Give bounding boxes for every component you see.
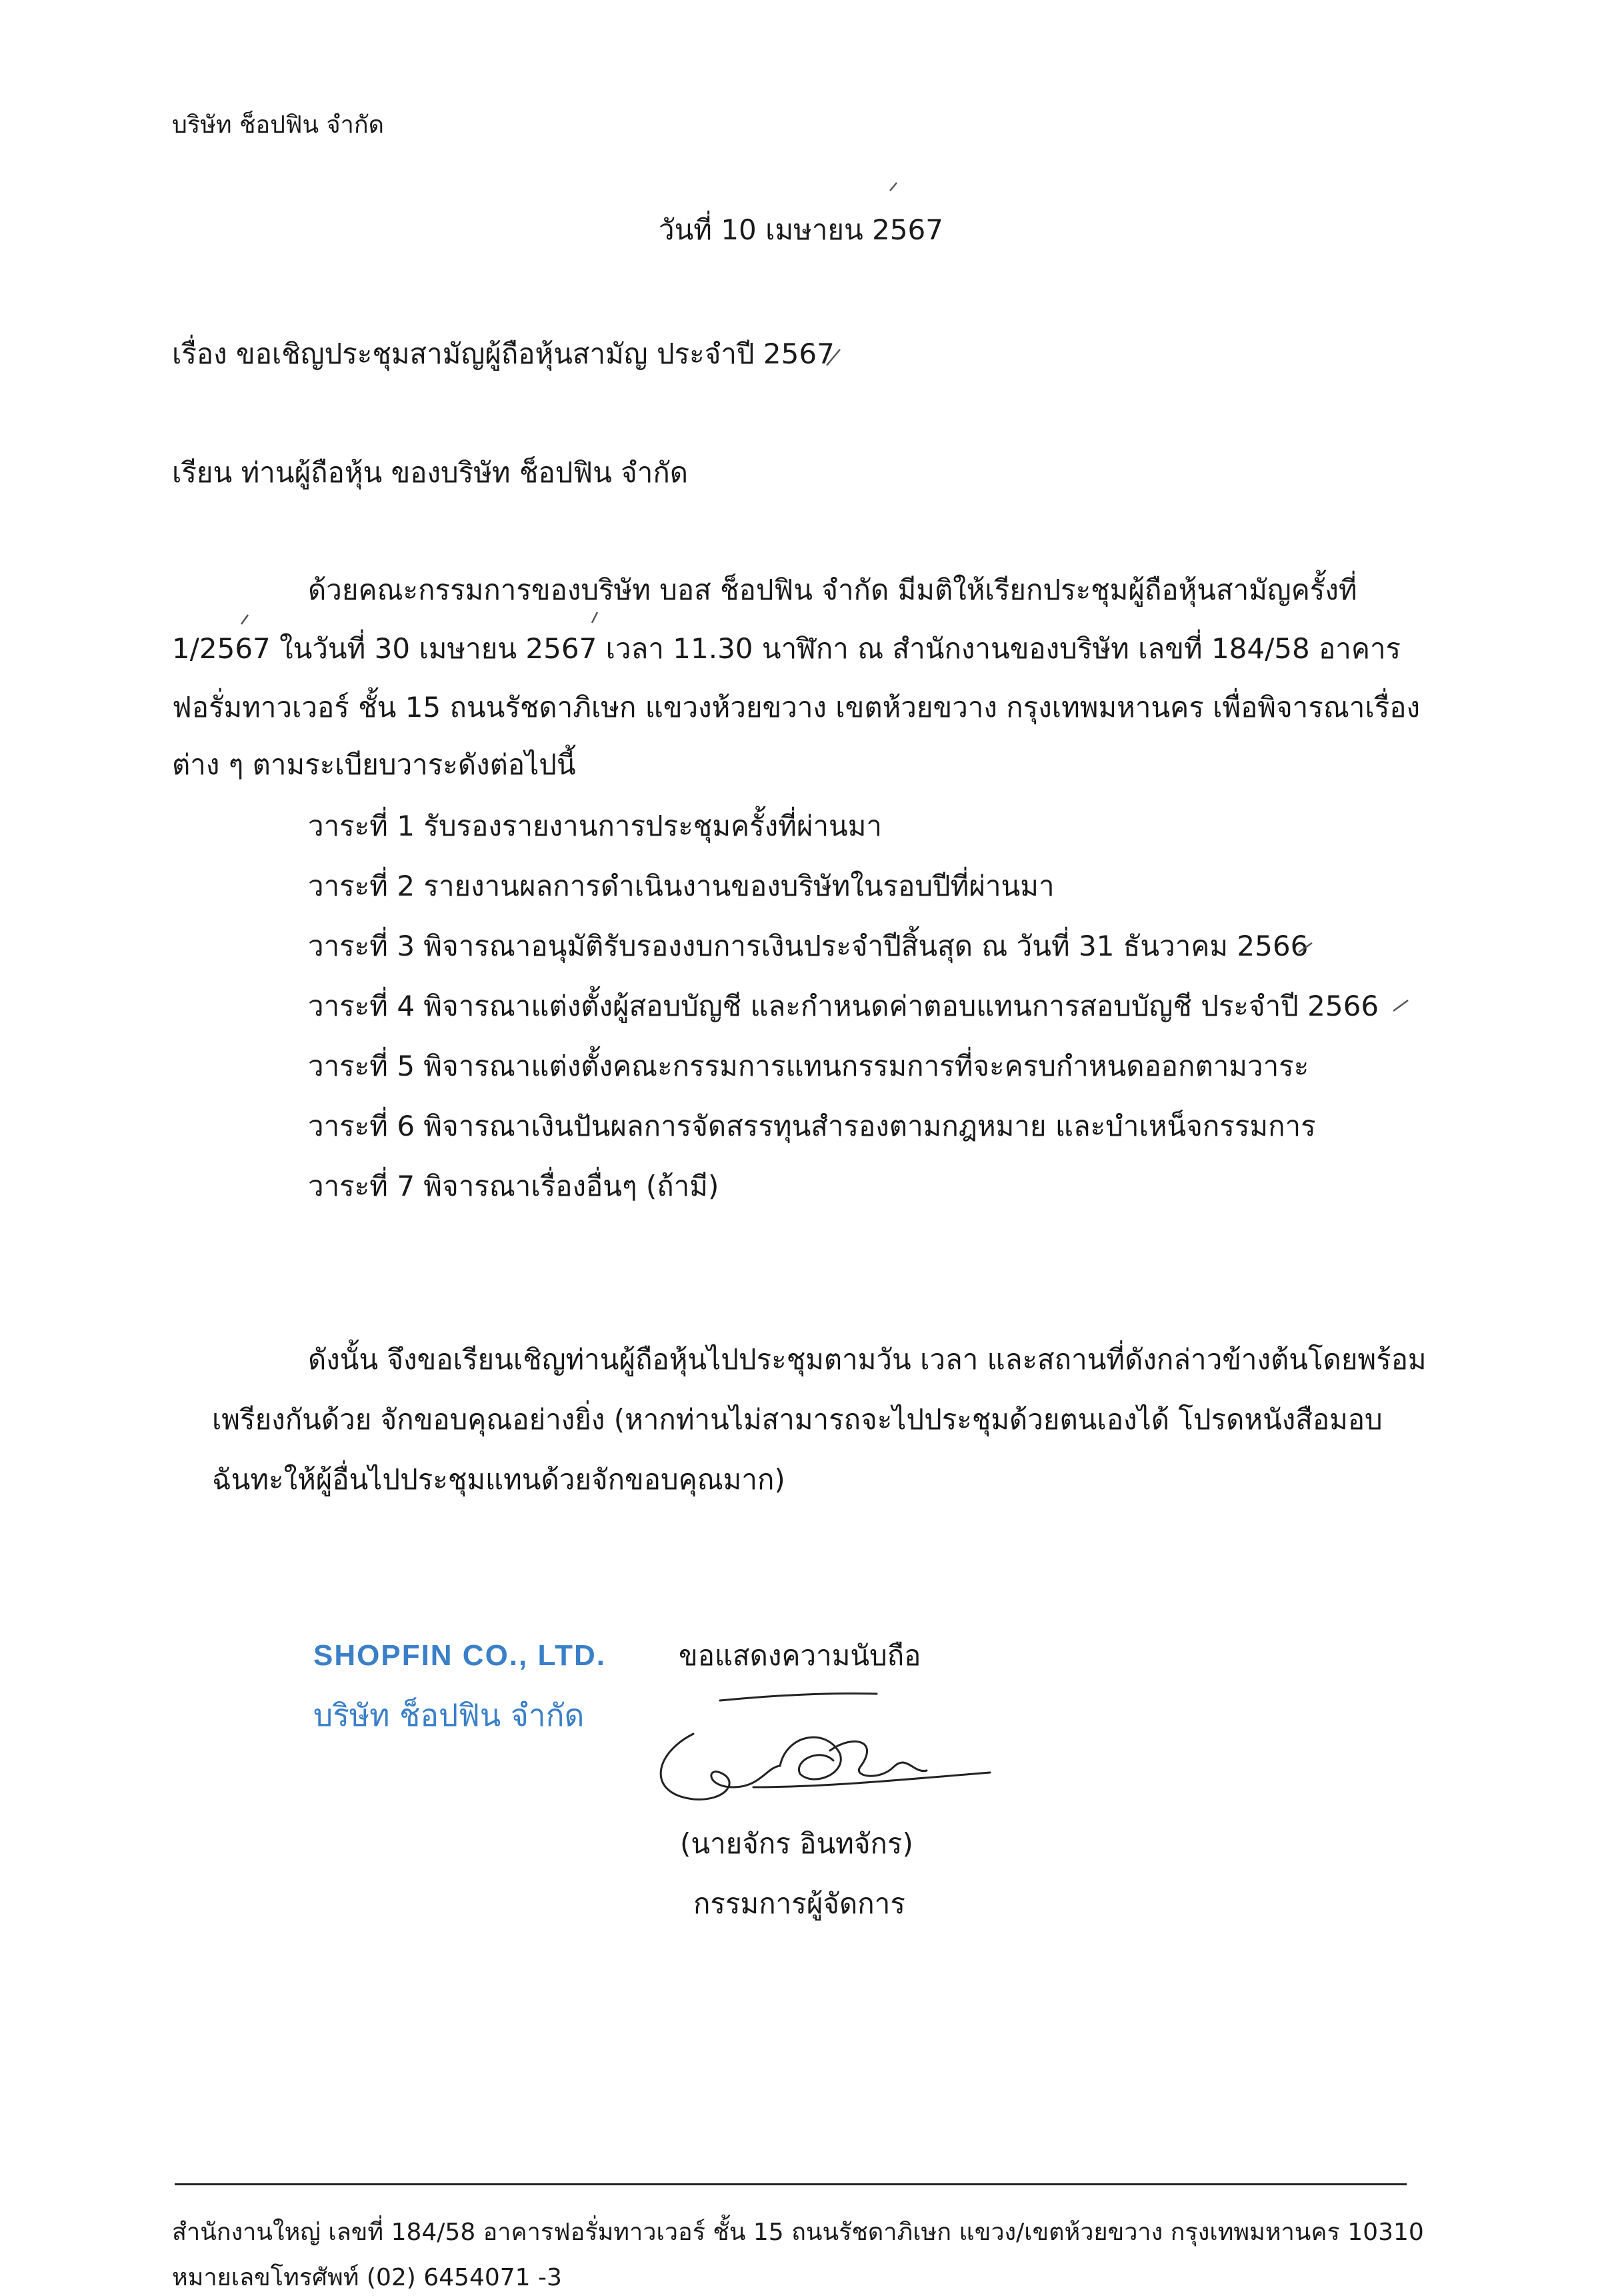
footer-address: สำนักงานใหญ่ เลขที่ 184/58 อาคารฟอรั่มทาวเวอร์ ชั้น 15 ถนนรัชดาภิเษก แขวง/เขตห้วยขวาง กรุงเทพมหานคร 10310 [172, 2219, 1424, 2246]
body-line: ด้วยคณะกรรมการของบริษัท บอส ช็อปฟิน จำกัด มีมติให้เรียกประชุมผู้ถือหุ้นสามัญครั้งที่ [308, 573, 1357, 606]
closing-line: เพรียงกันด้วย จักขอบคุณอย่างยิ่ง (หากท่านไม่สามารถจะไปประชุมด้วยตนเองได้ โปรดหนังสือมอบ [212, 1403, 1383, 1436]
salutation: เรียน ท่านผู้ถือหุ้น ของบริษัท ช็อปฟิน จำกัด [172, 456, 689, 489]
agenda-item: วาระที่ 5 พิจารณาแต่งตั้งคณะกรรมการแทนกรรมการที่จะครบกำหนดออกตามวาระ [308, 1050, 1309, 1082]
body-line: 1/2567 ในวันที่ 30 เมษายน 2567 เวลา 11.30 นาฬิกา ณ สำนักงานของบริษัท เลขที่ 184/58 อาคาร [172, 632, 1401, 665]
company-stamp-th: บริษัท ช็อปฟิน จำกัด [313, 1697, 585, 1733]
company-header: บริษัท ช็อปฟิน จำกัด [172, 111, 385, 139]
footer-phone: หมายเลขโทรศัพท์ (02) 6454071 -3 [172, 2264, 562, 2291]
signoff: ขอแสดงความนับถือ [679, 1639, 921, 1672]
agenda-item: วาระที่ 6 พิจารณาเงินปันผลการจัดสรรทุนสำรองตามกฎหมาย และบำเหน็จกรรมการ [308, 1110, 1316, 1142]
signer-title: กรรมการผู้จัดการ [693, 1887, 905, 1920]
date-line: วันที่ 10 เมษายน 2567 [659, 213, 943, 246]
agenda-item: วาระที่ 7 พิจารณาเรื่องอื่นๆ (ถ้ามี) [308, 1170, 719, 1202]
agenda-item: วาระที่ 2 รายงานผลการดำเนินงานของบริษัทในรอบปีที่ผ่านมา [308, 870, 1055, 902]
company-stamp-en: SHOPFIN CO., LTD. [313, 1639, 606, 1672]
agenda-item: วาระที่ 4 พิจารณาแต่งตั้งผู้สอบบัญชี และกำหนดค่าตอบแทนการสอบบัญชี ประจำปี 2566 [308, 990, 1379, 1022]
agenda-item: วาระที่ 1 รับรองรายงานการประชุมครั้งที่ผ่านมา [308, 810, 883, 842]
signer-name: (นายจักร อินทจักร) [680, 1827, 913, 1860]
body-line: ฟอรั่มทาวเวอร์ ชั้น 15 ถนนรัชดาภิเษก แขวงห้วยขวาง เขตห้วยขวาง กรุงเทพมหานคร เพื่อพิจารณาเรื่อง [172, 691, 1421, 724]
closing-line: ฉันทะให้ผู้อื่นไปประชุมแทนด้วยจักขอบคุณมาก) [212, 1463, 785, 1496]
closing-line: ดังนั้น จึงขอเรียนเชิญท่านผู้ถือหุ้นไปประชุมตามวัน เวลา และสถานที่ดังกล่าวข้างต้นโดยพร้อม [308, 1343, 1427, 1376]
subject-line: เรื่อง ขอเชิญประชุมสามัญผู้ถือหุ้นสามัญ ประจำปี 2567 [172, 337, 835, 370]
agenda-item: วาระที่ 3 พิจารณาอนุมัติรับรองงบการเงินประจำปีสิ้นสุด ณ วันที่ 31 ธันวาคม 2566 [308, 930, 1309, 962]
body-line: ต่าง ๆ ตามระเบียบวาระดังต่อไปนี้ [172, 748, 576, 781]
